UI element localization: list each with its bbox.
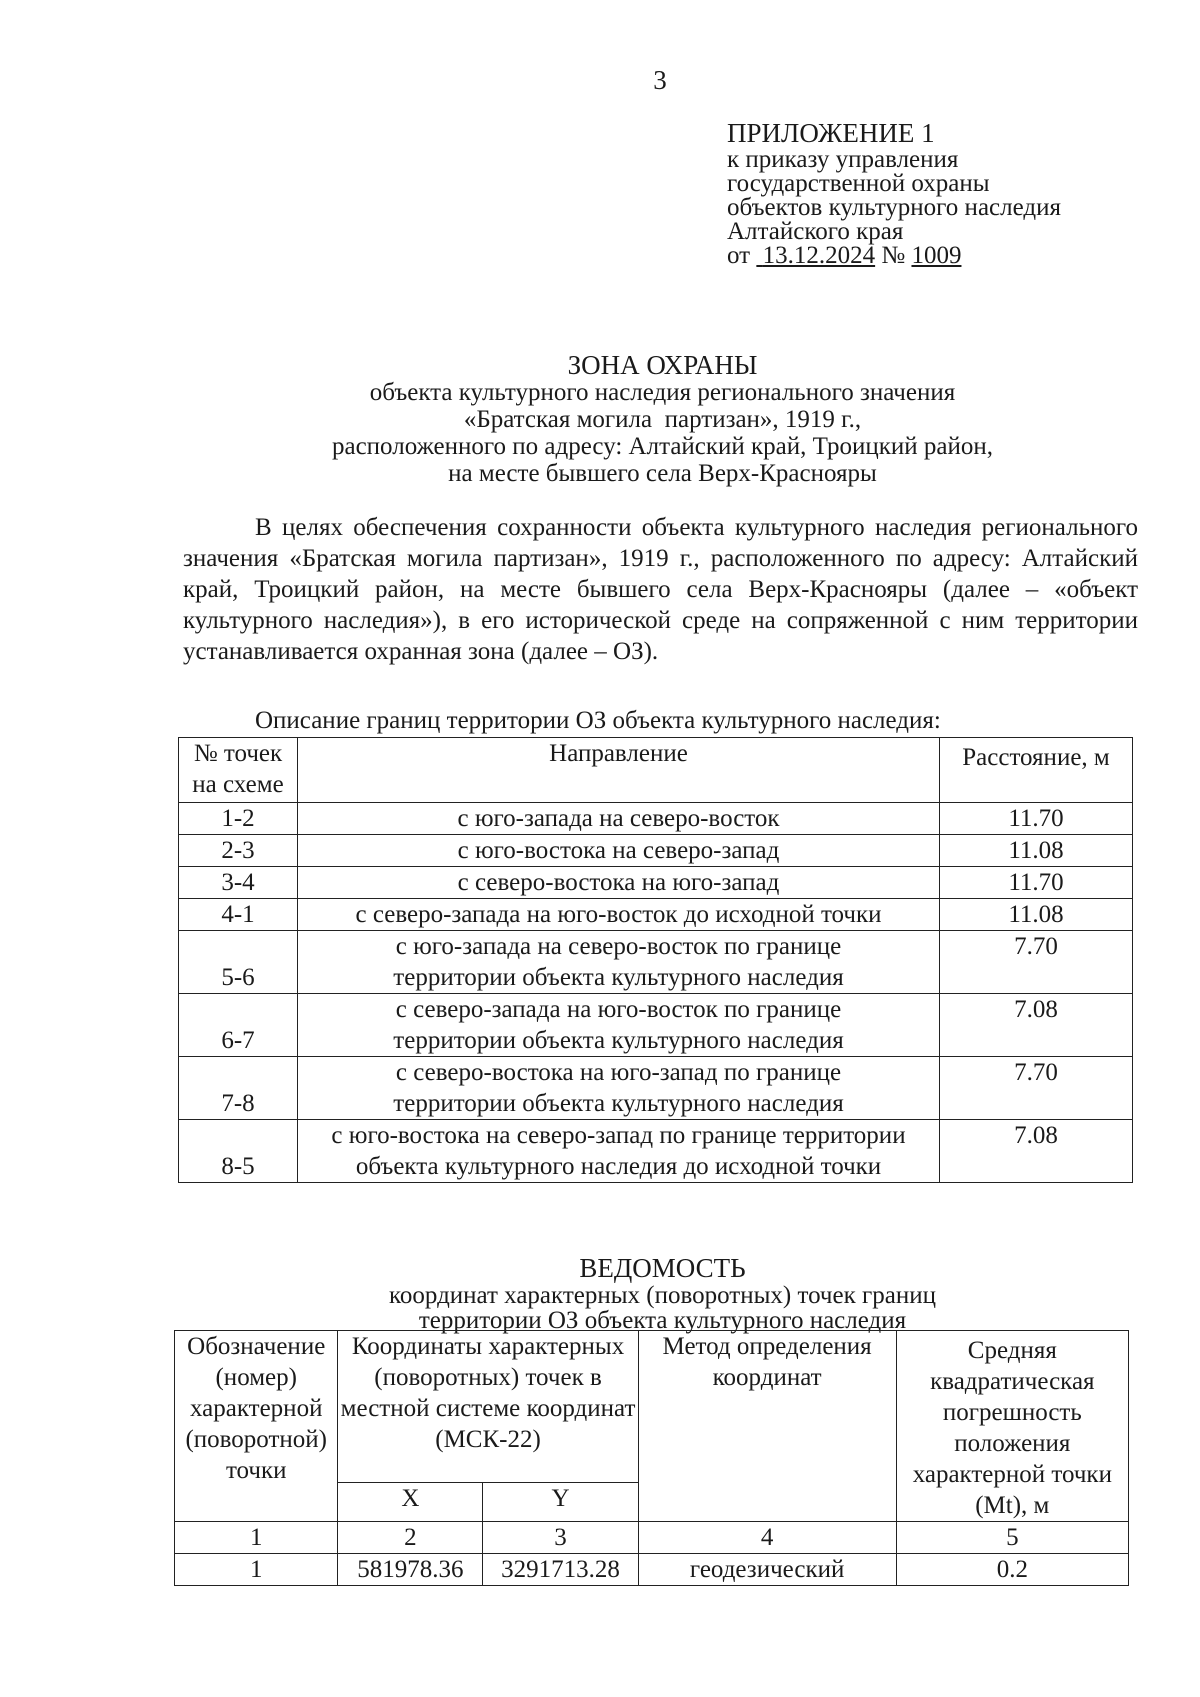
header-method: Метод определения координат	[638, 1331, 896, 1522]
column-number-row	[175, 1522, 1129, 1554]
boundary-description-table	[178, 737, 1133, 1183]
appendix-title: ПРИЛОЖЕНИЕ 1	[727, 118, 935, 148]
vedomost-heading: ВЕДОМОСТЬ	[579, 1253, 746, 1283]
table-row	[179, 867, 1133, 899]
cell-distance: 11.70	[940, 867, 1133, 899]
appendix-line: Алтайского края	[727, 218, 904, 245]
table-row	[179, 899, 1133, 931]
cell-points: 3-4	[179, 867, 298, 899]
header-direction: Направление	[298, 738, 940, 803]
cell-distance: 11.08	[940, 899, 1133, 931]
cell-direction: с северо-запада на юго-восток до исходной точки	[298, 899, 940, 931]
header-points: № точек на схеме	[179, 738, 298, 803]
vedomost-line: территории ОЗ объекта культурного наследия	[418, 1307, 907, 1334]
column-number: 3	[483, 1522, 638, 1554]
cell-method: геодезический	[638, 1554, 896, 1586]
intro-paragraph: В целях обеспечения сохранности объекта культурного наследия регионального значения «Братская могила партизан», 1919 г., расположенного по адресу: Алтайский край, Троицкий район, на месте бывшего села Верх-Краснояры (далее – «объект культурного наследия»), в его исторической среде на сопряженной с ним территории устанавливается охранная зона (далее – ОЗ).	[183, 514, 1138, 665]
zone-title-line: «Братская могила партизан», 1919 г.,	[463, 406, 862, 433]
cell-direction: с юго-запада на северо-восток	[298, 803, 940, 835]
zone-title-line: на месте бывшего села Верх-Краснояры	[448, 460, 877, 487]
appendix-line: государственной охраны	[727, 170, 990, 197]
cell-distance: 7.08	[940, 1120, 1133, 1183]
zone-title-line: расположенного по адресу: Алтайский край, Троицкий район,	[331, 433, 993, 460]
table-row	[179, 931, 1133, 994]
table-header-row	[179, 738, 1133, 803]
column-number: 5	[896, 1522, 1128, 1554]
header-designation: Обозначение (номер) характерной (поворотной) точки	[175, 1331, 338, 1522]
cell-direction: с северо-востока на юго-запад по границе территории объекта культурного наследия	[298, 1057, 940, 1120]
vedomost-title	[170, 1253, 1155, 1333]
cell-distance: 11.70	[940, 803, 1133, 835]
zone-title	[170, 352, 1155, 487]
vedomost-line: координат характерных (поворотных) точек границ	[389, 1282, 936, 1309]
cell-points: 5-6	[179, 931, 298, 994]
header-coordinates: Координаты характерных (поворотных) точек в местной системе координат (МСК-22)	[338, 1331, 638, 1483]
header-y: Y	[483, 1483, 638, 1522]
date-prefix: от	[727, 242, 751, 269]
appendix-date-line	[727, 244, 1167, 268]
cell-distance: 7.70	[940, 931, 1133, 994]
cell-x: 581978.36	[338, 1554, 483, 1586]
coordinates-table	[174, 1330, 1129, 1586]
appendix-line: объектов культурного наследия	[727, 194, 1061, 221]
cell-points: 6-7	[179, 994, 298, 1057]
order-date: 13.12.2024	[762, 242, 876, 269]
zone-title-line: объекта культурного наследия регионального значения	[369, 379, 956, 406]
page-number: 3	[653, 65, 667, 95]
table-row	[179, 835, 1133, 867]
cell-points: 8-5	[179, 1120, 298, 1183]
order-number: 1009	[911, 242, 962, 269]
header-distance: Расстояние, м	[940, 738, 1133, 803]
cell-direction: с юго-востока на северо-запад	[298, 835, 940, 867]
table-row	[179, 994, 1133, 1057]
cell-direction: с северо-востока на юго-запад	[298, 867, 940, 899]
table-row	[175, 1554, 1129, 1586]
cell-distance: 7.08	[940, 994, 1133, 1057]
cell-error: 0.2	[896, 1554, 1128, 1586]
cell-direction: с юго-запада на северо-восток по границе территории объекта культурного наследия	[298, 931, 940, 994]
cell-points: 7-8	[179, 1057, 298, 1120]
column-number: 2	[338, 1522, 483, 1554]
table-row	[179, 803, 1133, 835]
cell-points: 2-3	[179, 835, 298, 867]
table1-caption: Описание границ территории ОЗ объекта культурного наследия:	[255, 707, 941, 734]
cell-distance: 11.08	[940, 835, 1133, 867]
appendix-line: к приказу управления	[727, 146, 959, 173]
table-header-row	[175, 1331, 1129, 1483]
cell-direction: с северо-запада на юго-восток по границе территории объекта культурного наследия	[298, 994, 940, 1057]
column-number: 1	[175, 1522, 338, 1554]
table-row	[179, 1120, 1133, 1183]
cell-point: 1	[175, 1554, 338, 1586]
table-row	[179, 1057, 1133, 1120]
cell-points: 4-1	[179, 899, 298, 931]
appendix-header	[727, 118, 1167, 268]
header-error: Средняя квадратическая погрешность положения характерной точки (Mt), м	[896, 1331, 1128, 1522]
cell-points: 1-2	[179, 803, 298, 835]
cell-y: 3291713.28	[483, 1554, 638, 1586]
cell-direction: с юго-востока на северо-запад по границе территории объекта культурного наследия до исходной точки	[298, 1120, 940, 1183]
zone-heading: ЗОНА ОХРАНЫ	[567, 350, 758, 380]
column-number: 4	[638, 1522, 896, 1554]
number-prefix: №	[881, 242, 906, 269]
cell-distance: 7.70	[940, 1057, 1133, 1120]
header-x: X	[338, 1483, 483, 1522]
